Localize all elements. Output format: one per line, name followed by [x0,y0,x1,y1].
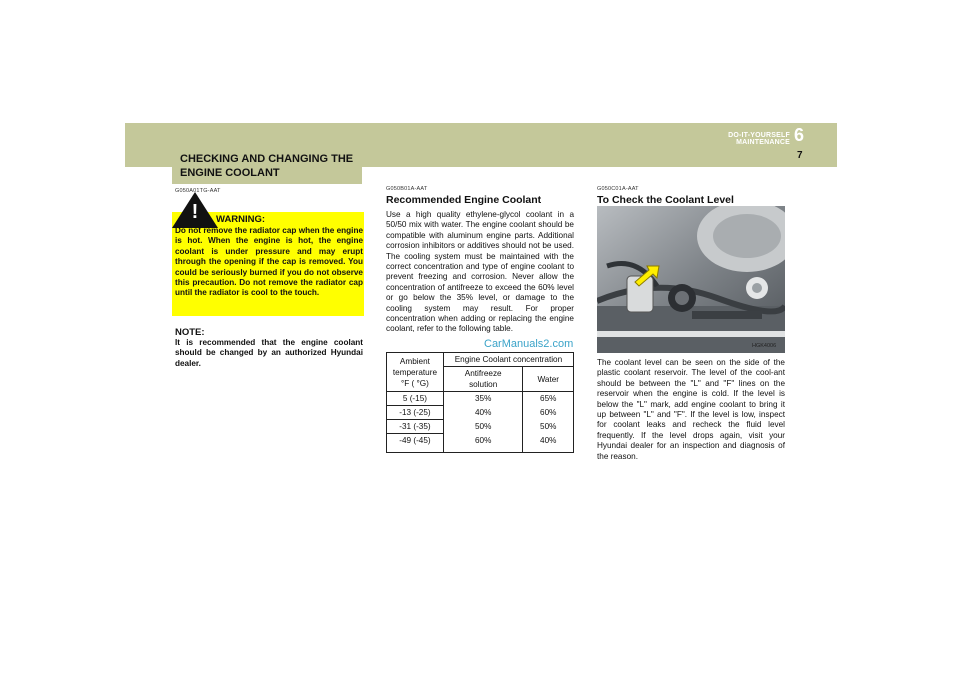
water-header: Water [523,367,574,392]
table-row: -49 (-45) 60% 40% [387,434,574,453]
photo-label: HGK4006 [752,343,777,349]
warning-title: WARNING: [216,214,266,225]
recommended-coolant-text: Use a high quality ethylene-glycol coolant in a 50/50 mix with water. The engine coolant should be compatible with aluminum engine parts. Additional corrosion inhibitors or additives should not be used. The cooling system must be maintained with the correct concentration and type of engine coolant to prevent freezing and corrosion. Never allow the concentration of antifreeze to exceed the 60% level or go below the 35% level, or damage to the cooling system may result. For proper concentration when adding or replacing the engine coolant, refer to the following table. [386,210,574,334]
check-level-text: The coolant level can be seen on the side of the plastic coolant reservoir. The level of the cool-ant should be between the "L" and "F" lines on the reservoir when the engine is cold. If the level is below the "L" mark, add engine coolant to bring it up between "L" and "F". If the level is low, inspect for coolant leaks and recheck the fluid level frequently. If the level drops again, visit your Hyundai dealer for an inspection and diagnosis of the reason. [597,358,785,461]
warning-text: Do not remove the radiator cap when the engine is hot. When the engine is hot, the engine coolant is under pressure and may erupt through the opening if the cap is removed. You could be seriously burned if you do not observe this precaution. Do not remove the radiator cap until the radiator is cool to the touch. [175,226,363,298]
warning-code: G050A01TG-AAT [175,188,221,194]
engine-bay-illustration [597,206,785,353]
coolant-concentration-table [386,352,574,453]
temperature-header: Ambient temperature °F ( °G) [387,353,444,392]
table-row: 5 (-15) 35% 65% [387,392,574,406]
table-row: -31 (-35) 50% 50% [387,420,574,434]
note-text: It is recommended that the engine coolant should be changed by an authorized Hyundai dealer. [175,338,363,368]
antifreeze-header: Antifreeze solution [443,367,523,392]
recommended-coolant-heading: Recommended Engine Coolant [386,194,542,206]
note-heading: NOTE: [175,327,205,338]
section-title: CHECKING AND CHANGING THE ENGINE COOLANT [180,153,354,179]
table-row: -13 (-25) 40% 60% [387,406,574,420]
watermark: CarManuals2.com [484,338,574,350]
check-level-code: G050C01A-AAT [597,186,639,192]
page-number: 7 [797,150,803,161]
concentration-group-header: Engine Coolant concentration [443,353,573,367]
chapter-label: DO-IT-YOURSELF MAINTENANCE [728,132,790,146]
check-level-heading: To Check the Coolant Level [597,194,734,206]
engine-bay-photo [597,206,785,353]
exclamation-icon: ! [191,201,199,223]
chapter-number: 6 [794,125,805,145]
coolant-code: G050B01A-AAT [386,186,428,192]
